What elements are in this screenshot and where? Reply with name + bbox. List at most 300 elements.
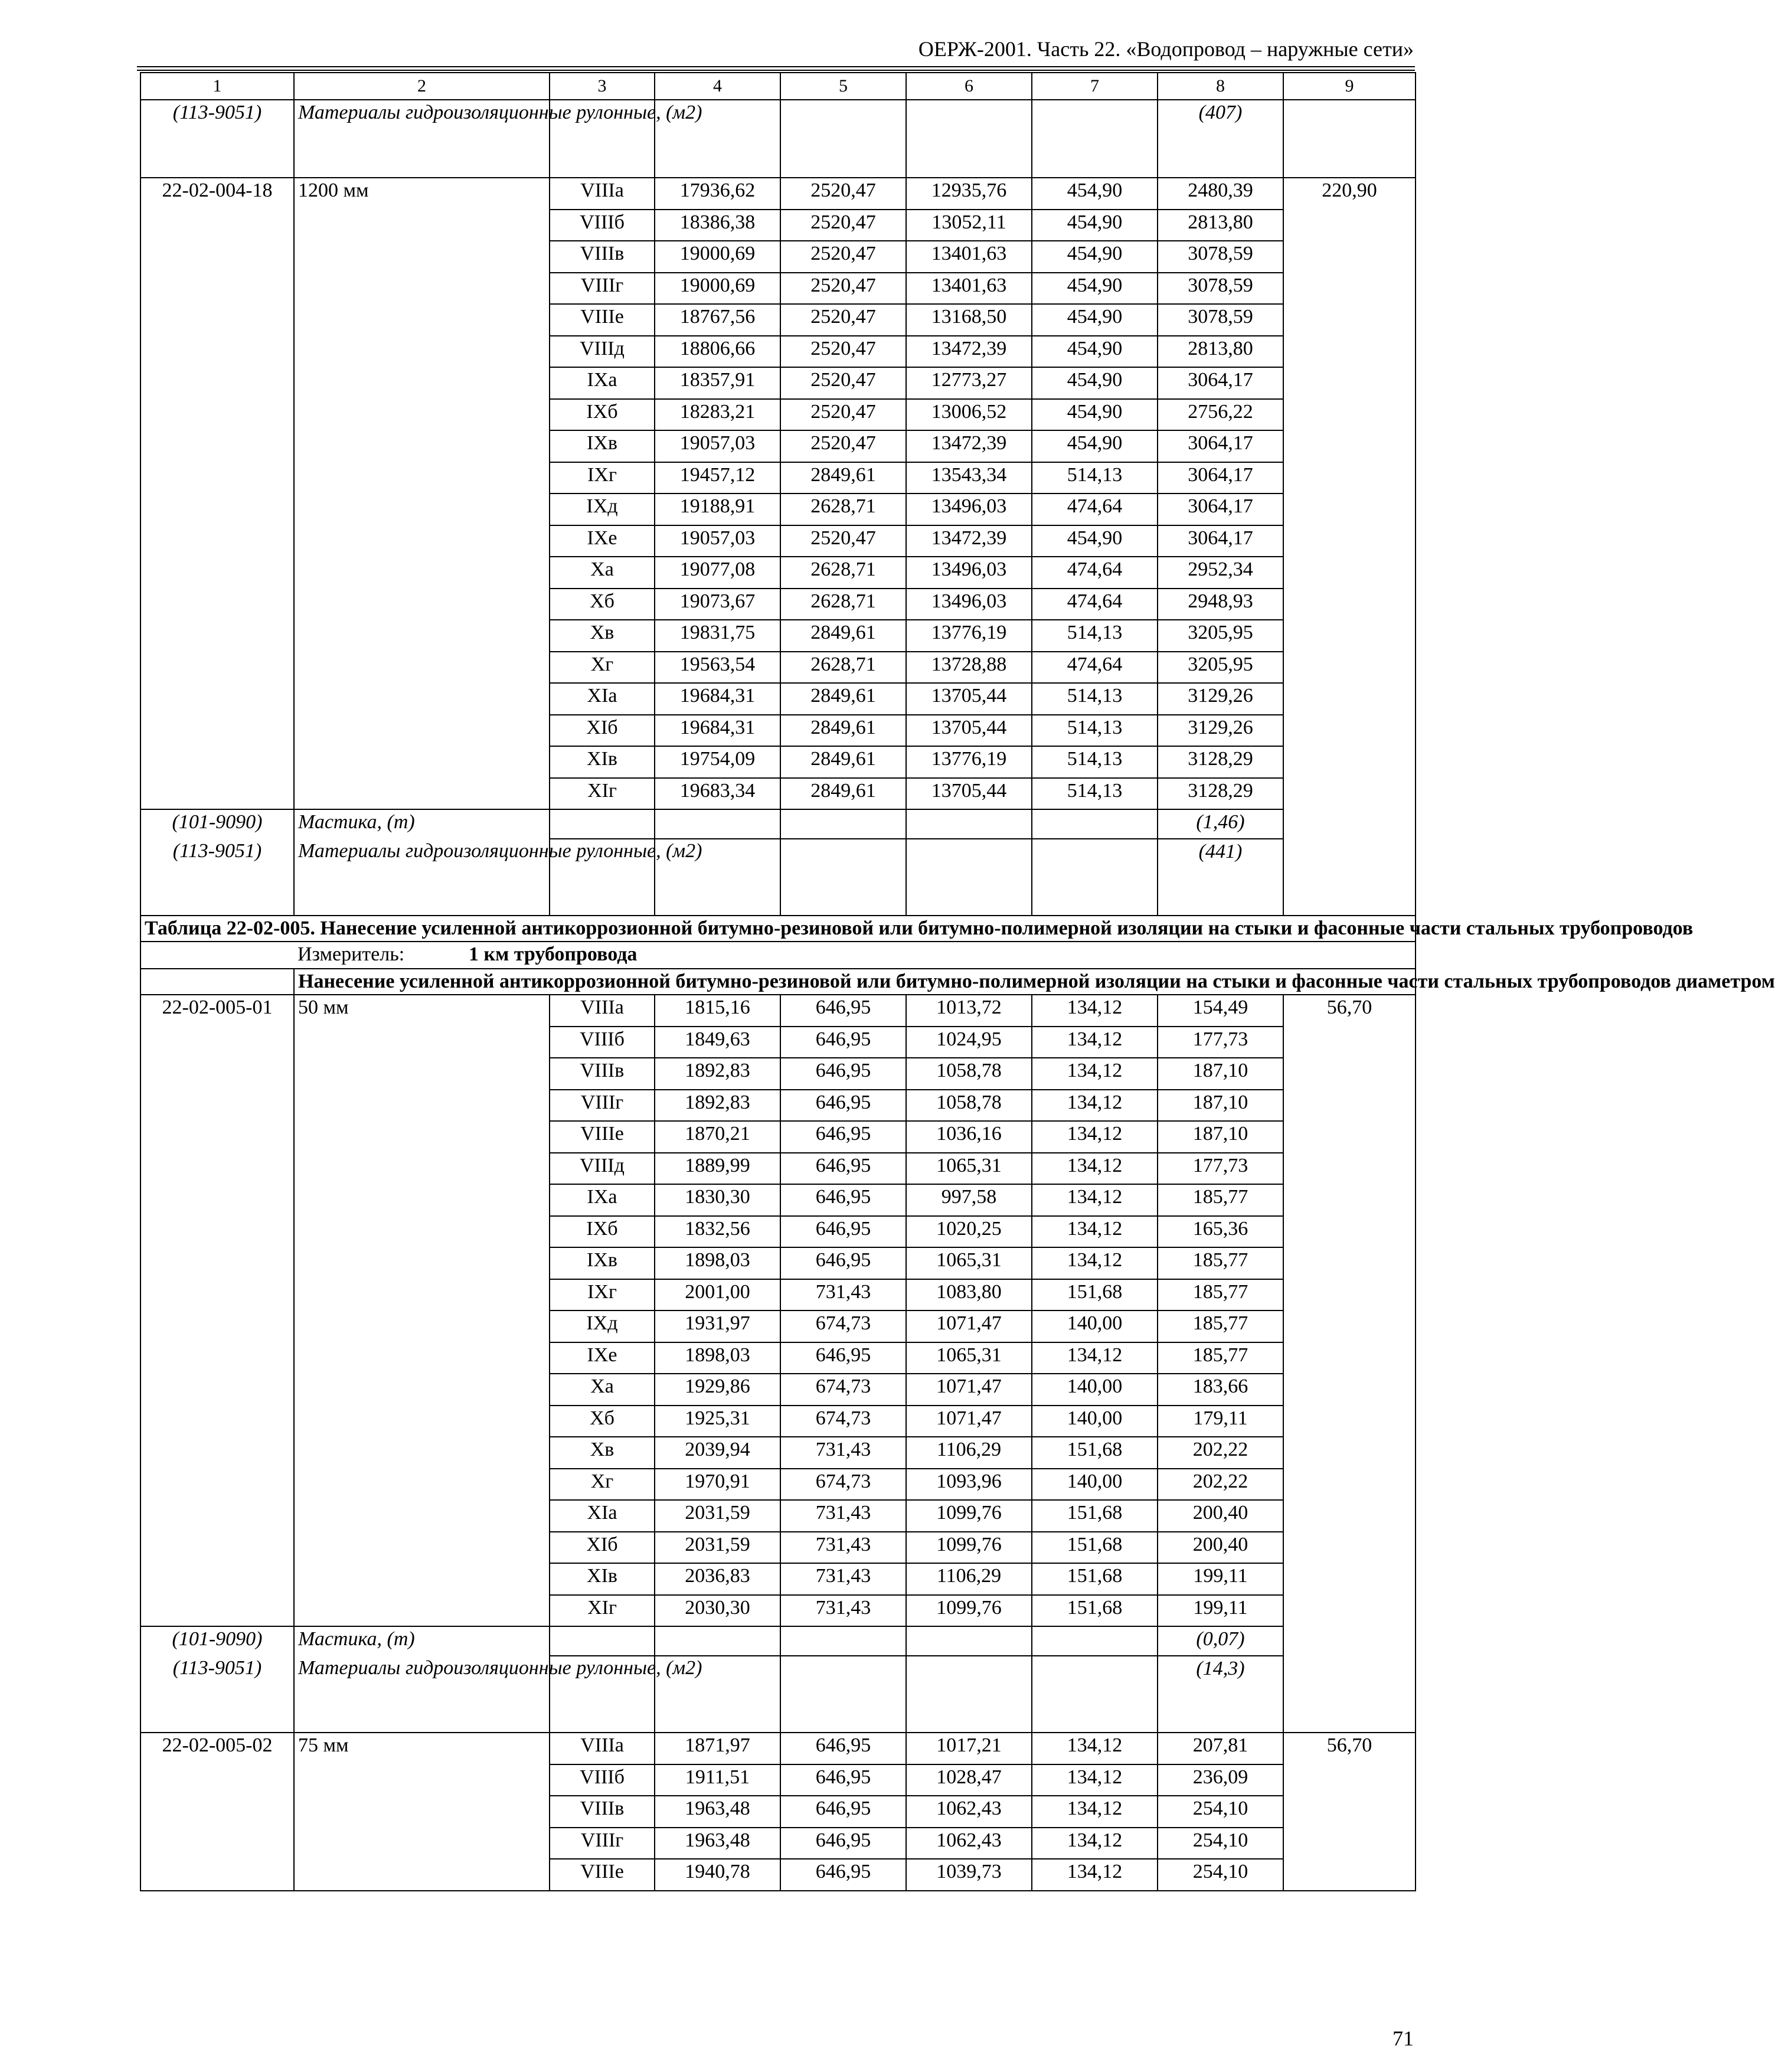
zone-cell: IXг bbox=[550, 462, 655, 494]
zone-cell: VIIIг bbox=[550, 1090, 655, 1122]
item-name: 50 мм bbox=[294, 995, 550, 1626]
value-cell: 1832,56 bbox=[655, 1216, 780, 1248]
zone-cell: Xг bbox=[550, 652, 655, 684]
value-cell: 731,43 bbox=[780, 1595, 906, 1627]
material-qty: (0,07) bbox=[1158, 1626, 1283, 1656]
value-cell: 474,64 bbox=[1032, 589, 1158, 620]
material-qty: (407) bbox=[1158, 100, 1283, 178]
zone-cell: XIа bbox=[550, 683, 655, 715]
material-code: (101-9090) bbox=[140, 1626, 294, 1656]
zone-cell: XIа bbox=[550, 1500, 655, 1532]
value-cell: 454,90 bbox=[1032, 399, 1158, 431]
zone-cell: VIIIа bbox=[550, 995, 655, 1027]
material-row bbox=[140, 100, 1416, 178]
value-cell: 140,00 bbox=[1032, 1374, 1158, 1406]
value-cell: 3064,17 bbox=[1158, 430, 1283, 462]
zone-cell: IXв bbox=[550, 1247, 655, 1279]
value-cell: 140,00 bbox=[1032, 1310, 1158, 1342]
value-cell: 134,12 bbox=[1032, 1733, 1158, 1764]
value-cell: 646,95 bbox=[780, 1058, 906, 1090]
value-cell: 646,95 bbox=[780, 995, 906, 1027]
value-cell: 1106,29 bbox=[906, 1437, 1032, 1469]
value-cell: 1071,47 bbox=[906, 1406, 1032, 1437]
value-cell: 18806,66 bbox=[655, 336, 780, 368]
item-code: 22-02-005-01 bbox=[140, 995, 294, 1626]
value-cell: 674,73 bbox=[780, 1310, 906, 1342]
value-cell: 13496,03 bbox=[906, 494, 1032, 525]
value-cell: 2849,61 bbox=[780, 683, 906, 715]
zone-cell: VIIIд bbox=[550, 1153, 655, 1185]
value-cell: 19057,03 bbox=[655, 525, 780, 557]
zone-cell: XIб bbox=[550, 715, 655, 747]
value-cell: 199,11 bbox=[1158, 1563, 1283, 1595]
value-cell: 1020,25 bbox=[906, 1216, 1032, 1248]
value-cell: 474,64 bbox=[1032, 557, 1158, 589]
value-cell: 19000,69 bbox=[655, 273, 780, 305]
empty-cell bbox=[550, 1626, 655, 1656]
value-cell: 2001,00 bbox=[655, 1279, 780, 1311]
value-cell: 199,11 bbox=[1158, 1595, 1283, 1627]
value-cell: 187,10 bbox=[1158, 1058, 1283, 1090]
page-header: ОЕРЖ-2001. Часть 22. «Водопровод – наружные сети» bbox=[918, 37, 1414, 61]
value-cell: 19188,91 bbox=[655, 494, 780, 525]
value-cell: 731,43 bbox=[780, 1500, 906, 1532]
value-cell: 731,43 bbox=[780, 1279, 906, 1311]
value-cell: 183,66 bbox=[1158, 1374, 1283, 1406]
value-cell: 2520,47 bbox=[780, 210, 906, 241]
value-cell: 19831,75 bbox=[655, 620, 780, 652]
zone-cell: IXе bbox=[550, 525, 655, 557]
column-number: 7 bbox=[1032, 73, 1158, 100]
value-cell: 19684,31 bbox=[655, 715, 780, 747]
zone-cell: Xв bbox=[550, 620, 655, 652]
value-cell: 674,73 bbox=[780, 1406, 906, 1437]
zone-cell: IXа bbox=[550, 1184, 655, 1216]
value-cell: 1892,83 bbox=[655, 1090, 780, 1122]
empty-cell bbox=[1032, 1626, 1158, 1656]
column-number: 4 bbox=[655, 73, 780, 100]
value-cell: 1870,21 bbox=[655, 1121, 780, 1153]
empty-cell bbox=[550, 809, 655, 839]
value-cell: 254,10 bbox=[1158, 1828, 1283, 1859]
zone-cell: VIIIд bbox=[550, 336, 655, 368]
value-cell: 731,43 bbox=[780, 1532, 906, 1564]
value-cell: 1058,78 bbox=[906, 1090, 1032, 1122]
value-cell: 646,95 bbox=[780, 1153, 906, 1185]
value-cell: 1911,51 bbox=[655, 1764, 780, 1796]
value-cell: 1898,03 bbox=[655, 1342, 780, 1374]
empty-cell bbox=[655, 1626, 780, 1656]
zone-cell: VIIIг bbox=[550, 273, 655, 305]
value-cell: 12935,76 bbox=[906, 178, 1032, 210]
value-cell: 1071,47 bbox=[906, 1310, 1032, 1342]
measure-cell bbox=[294, 942, 1416, 969]
zone-cell: IXд bbox=[550, 494, 655, 525]
value-cell: 454,90 bbox=[1032, 336, 1158, 368]
measure-value: 1 км трубопровода bbox=[469, 943, 638, 965]
value-cell: 454,90 bbox=[1032, 178, 1158, 210]
value-cell: 3064,17 bbox=[1158, 494, 1283, 525]
value-cell: 1013,72 bbox=[906, 995, 1032, 1027]
subtitle: Нанесение усиленной антикоррозионной битумно-резиновой или битумно-полимерной изоляции на стыки и фасонные части стальных трубопроводов диаметром bbox=[294, 969, 1416, 995]
value-cell: 454,90 bbox=[1032, 525, 1158, 557]
value-cell: 13401,63 bbox=[906, 273, 1032, 305]
zone-cell: VIIIе bbox=[550, 1121, 655, 1153]
value-cell: 1815,16 bbox=[655, 995, 780, 1027]
item-name: 75 мм bbox=[294, 1733, 550, 1891]
value-cell: 646,95 bbox=[780, 1027, 906, 1058]
header-rule bbox=[137, 66, 1415, 67]
value-cell: 1106,29 bbox=[906, 1563, 1032, 1595]
value-cell: 19457,12 bbox=[655, 462, 780, 494]
value-cell: 1039,73 bbox=[906, 1859, 1032, 1891]
zone-cell: IXб bbox=[550, 1216, 655, 1248]
value-cell: 134,12 bbox=[1032, 1859, 1158, 1891]
value-cell: 185,77 bbox=[1158, 1247, 1283, 1279]
zone-cell: VIIIа bbox=[550, 1733, 655, 1764]
measure-row bbox=[140, 942, 1416, 969]
table-row bbox=[140, 1733, 1416, 1764]
value-cell: 2952,34 bbox=[1158, 557, 1283, 589]
value-cell: 2520,47 bbox=[780, 430, 906, 462]
value-cell: 13496,03 bbox=[906, 589, 1032, 620]
value-cell: 154,49 bbox=[1158, 995, 1283, 1027]
value-cell: 646,95 bbox=[780, 1733, 906, 1764]
value-cell: 18283,21 bbox=[655, 399, 780, 431]
value-cell: 13728,88 bbox=[906, 652, 1032, 684]
value-cell: 134,12 bbox=[1032, 1184, 1158, 1216]
material-row bbox=[140, 809, 1416, 839]
value-cell: 185,77 bbox=[1158, 1279, 1283, 1311]
zone-cell: Xа bbox=[550, 557, 655, 589]
value-cell: 514,13 bbox=[1032, 620, 1158, 652]
value-cell: 13776,19 bbox=[906, 746, 1032, 778]
value-cell: 2756,22 bbox=[1158, 399, 1283, 431]
value-cell: 13705,44 bbox=[906, 683, 1032, 715]
material-code: (101-9090) bbox=[140, 809, 294, 839]
value-cell: 1024,95 bbox=[906, 1027, 1032, 1058]
material-code: (113-9051) bbox=[140, 100, 294, 178]
zone-cell: VIIIе bbox=[550, 304, 655, 336]
table-title: Таблица 22-02-005. Нанесение усиленной антикоррозионной битумно-резиновой или битумно-полимерной изоляции на стыки и фасонные части стальных трубопроводов bbox=[140, 916, 1416, 942]
value-cell: 514,13 bbox=[1032, 462, 1158, 494]
value-cell: 1898,03 bbox=[655, 1247, 780, 1279]
value-cell: 2628,71 bbox=[780, 557, 906, 589]
value-cell: 2628,71 bbox=[780, 589, 906, 620]
value-cell: 3129,26 bbox=[1158, 683, 1283, 715]
measure-spacer bbox=[140, 942, 294, 969]
column-number-row bbox=[140, 73, 1416, 100]
value-cell: 1065,31 bbox=[906, 1247, 1032, 1279]
page-number: 71 bbox=[1392, 2027, 1414, 2050]
value-cell: 3128,29 bbox=[1158, 778, 1283, 810]
value-cell: 1871,97 bbox=[655, 1733, 780, 1764]
value-cell: 140,00 bbox=[1032, 1469, 1158, 1501]
value-cell: 254,10 bbox=[1158, 1796, 1283, 1828]
value-cell: 646,95 bbox=[780, 1828, 906, 1859]
material-name: Мастика, (т) bbox=[294, 1626, 550, 1656]
value-cell: 454,90 bbox=[1032, 210, 1158, 241]
value-cell: 1099,76 bbox=[906, 1595, 1032, 1627]
empty-cell bbox=[906, 1656, 1032, 1733]
zone-cell: XIв bbox=[550, 1563, 655, 1595]
value-cell: 1065,31 bbox=[906, 1342, 1032, 1374]
value-cell: 474,64 bbox=[1032, 652, 1158, 684]
zone-cell: XIв bbox=[550, 746, 655, 778]
zone-cell: Xб bbox=[550, 589, 655, 620]
zone-cell: Xа bbox=[550, 1374, 655, 1406]
column-number: 1 bbox=[140, 73, 294, 100]
material-row bbox=[140, 839, 1416, 916]
estimate-table bbox=[140, 72, 1775, 1891]
column-number: 5 bbox=[780, 73, 906, 100]
value-cell: 2628,71 bbox=[780, 494, 906, 525]
value-cell: 646,95 bbox=[780, 1121, 906, 1153]
value-cell: 19684,31 bbox=[655, 683, 780, 715]
material-name: Мастика, (т) bbox=[294, 809, 550, 839]
value-cell: 185,77 bbox=[1158, 1342, 1283, 1374]
value-cell: 13496,03 bbox=[906, 557, 1032, 589]
value-cell: 2520,47 bbox=[780, 241, 906, 273]
value-cell: 2520,47 bbox=[780, 178, 906, 210]
zone-cell: VIIIе bbox=[550, 1859, 655, 1891]
value-cell: 3129,26 bbox=[1158, 715, 1283, 747]
value-cell: 3078,59 bbox=[1158, 273, 1283, 305]
material-name: Материалы гидроизоляционные рулонные, (м2) bbox=[294, 100, 550, 178]
value-cell: 134,12 bbox=[1032, 1090, 1158, 1122]
value-cell: 134,12 bbox=[1032, 1216, 1158, 1248]
material-code: (113-9051) bbox=[140, 1656, 294, 1733]
zone-cell: XIг bbox=[550, 778, 655, 810]
value-cell: 18357,91 bbox=[655, 367, 780, 399]
value-cell: 13006,52 bbox=[906, 399, 1032, 431]
value-cell: 151,68 bbox=[1032, 1437, 1158, 1469]
value-cell: 151,68 bbox=[1032, 1500, 1158, 1532]
value-cell: 19754,09 bbox=[655, 746, 780, 778]
item-code: 22-02-004-18 bbox=[140, 178, 294, 809]
empty-cell bbox=[1032, 1656, 1158, 1733]
value-cell: 202,22 bbox=[1158, 1469, 1283, 1501]
zone-cell: VIIIв bbox=[550, 1796, 655, 1828]
value-cell: 18386,38 bbox=[655, 210, 780, 241]
value-cell: 3205,95 bbox=[1158, 620, 1283, 652]
value-cell: 1892,83 bbox=[655, 1058, 780, 1090]
value-cell: 13705,44 bbox=[906, 715, 1032, 747]
value-cell: 1963,48 bbox=[655, 1828, 780, 1859]
empty-cell bbox=[780, 809, 906, 839]
value-cell: 1083,80 bbox=[906, 1279, 1032, 1311]
value-cell: 454,90 bbox=[1032, 430, 1158, 462]
empty-cell bbox=[906, 1626, 1032, 1656]
value-cell: 13472,39 bbox=[906, 430, 1032, 462]
value-cell: 2520,47 bbox=[780, 336, 906, 368]
value-cell: 13401,63 bbox=[906, 241, 1032, 273]
value-cell: 646,95 bbox=[780, 1796, 906, 1828]
value-cell: 134,12 bbox=[1032, 1796, 1158, 1828]
value-cell: 1929,86 bbox=[655, 1374, 780, 1406]
zone-cell: VIIIг bbox=[550, 1828, 655, 1859]
value-cell: 2031,59 bbox=[655, 1532, 780, 1564]
value-cell: 2520,47 bbox=[780, 525, 906, 557]
value-cell: 187,10 bbox=[1158, 1090, 1283, 1122]
value-cell: 2480,39 bbox=[1158, 178, 1283, 210]
value-cell: 134,12 bbox=[1032, 1121, 1158, 1153]
value-cell: 1036,16 bbox=[906, 1121, 1032, 1153]
value-cell: 731,43 bbox=[780, 1437, 906, 1469]
value-cell: 202,22 bbox=[1158, 1437, 1283, 1469]
value-cell: 13052,11 bbox=[906, 210, 1032, 241]
value-cell: 2520,47 bbox=[780, 399, 906, 431]
value-cell: 18767,56 bbox=[655, 304, 780, 336]
value-cell: 134,12 bbox=[1032, 1764, 1158, 1796]
value-cell: 1062,43 bbox=[906, 1796, 1032, 1828]
value-cell: 2849,61 bbox=[780, 620, 906, 652]
zone-cell: IXе bbox=[550, 1342, 655, 1374]
value-cell: 1017,21 bbox=[906, 1733, 1032, 1764]
value-cell: 514,13 bbox=[1032, 683, 1158, 715]
material-qty: (1,46) bbox=[1158, 809, 1283, 839]
zone-cell: IXб bbox=[550, 399, 655, 431]
value-cell: 2849,61 bbox=[780, 746, 906, 778]
empty-cell bbox=[1032, 839, 1158, 916]
value-cell: 646,95 bbox=[780, 1342, 906, 1374]
value-cell: 3078,59 bbox=[1158, 304, 1283, 336]
value-cell: 177,73 bbox=[1158, 1153, 1283, 1185]
value-cell: 1058,78 bbox=[906, 1058, 1032, 1090]
value-cell: 151,68 bbox=[1032, 1563, 1158, 1595]
value-cell: 514,13 bbox=[1032, 778, 1158, 810]
value-cell: 1963,48 bbox=[655, 1796, 780, 1828]
zone-cell: XIб bbox=[550, 1532, 655, 1564]
value-cell: 1970,91 bbox=[655, 1469, 780, 1501]
value-cell: 646,95 bbox=[780, 1216, 906, 1248]
value-cell: 454,90 bbox=[1032, 367, 1158, 399]
subtitle-row bbox=[140, 969, 1416, 995]
value-cell: 3064,17 bbox=[1158, 462, 1283, 494]
value-cell: 12773,27 bbox=[906, 367, 1032, 399]
value-cell: 1028,47 bbox=[906, 1764, 1032, 1796]
value-cell: 19057,03 bbox=[655, 430, 780, 462]
value-cell: 2849,61 bbox=[780, 778, 906, 810]
value-cell: 3128,29 bbox=[1158, 746, 1283, 778]
value-cell: 514,13 bbox=[1032, 746, 1158, 778]
value-cell: 1931,97 bbox=[655, 1310, 780, 1342]
empty-cell bbox=[1283, 100, 1416, 178]
value-cell: 1889,99 bbox=[655, 1153, 780, 1185]
column-number: 9 bbox=[1283, 73, 1416, 100]
empty-cell bbox=[780, 1626, 906, 1656]
value-cell: 1925,31 bbox=[655, 1406, 780, 1437]
value-cell: 185,77 bbox=[1158, 1310, 1283, 1342]
value-cell: 454,90 bbox=[1032, 273, 1158, 305]
value-cell: 646,95 bbox=[780, 1184, 906, 1216]
zone-cell: Xб bbox=[550, 1406, 655, 1437]
zone-cell: IXг bbox=[550, 1279, 655, 1311]
value-cell: 1830,30 bbox=[655, 1184, 780, 1216]
value-cell: 646,95 bbox=[780, 1764, 906, 1796]
header-rule bbox=[137, 70, 1415, 71]
value-cell: 13543,34 bbox=[906, 462, 1032, 494]
value-cell: 179,11 bbox=[1158, 1406, 1283, 1437]
value-cell: 254,10 bbox=[1158, 1859, 1283, 1891]
zone-cell: VIIIв bbox=[550, 241, 655, 273]
empty-cell bbox=[1032, 809, 1158, 839]
item-name: 1200 мм bbox=[294, 178, 550, 809]
value-cell: 17936,62 bbox=[655, 178, 780, 210]
value-cell: 674,73 bbox=[780, 1374, 906, 1406]
material-row bbox=[140, 1656, 1416, 1733]
column-number: 6 bbox=[906, 73, 1032, 100]
empty-cell bbox=[906, 839, 1032, 916]
material-qty: (441) bbox=[1158, 839, 1283, 916]
value-cell: 200,40 bbox=[1158, 1500, 1283, 1532]
value-cell: 3064,17 bbox=[1158, 367, 1283, 399]
value-cell: 177,73 bbox=[1158, 1027, 1283, 1058]
value-cell: 646,95 bbox=[780, 1247, 906, 1279]
value-cell: 674,73 bbox=[780, 1469, 906, 1501]
value-cell: 514,13 bbox=[1032, 715, 1158, 747]
value-cell: 2813,80 bbox=[1158, 210, 1283, 241]
zone-cell: IXа bbox=[550, 367, 655, 399]
value-cell: 2036,83 bbox=[655, 1563, 780, 1595]
value-cell: 19683,34 bbox=[655, 778, 780, 810]
subtitle-spacer bbox=[140, 969, 294, 995]
empty-cell bbox=[906, 809, 1032, 839]
column-number: 3 bbox=[550, 73, 655, 100]
value-cell: 13472,39 bbox=[906, 336, 1032, 368]
material-name: Материалы гидроизоляционные рулонные, (м2) bbox=[294, 839, 550, 916]
value-cell: 19000,69 bbox=[655, 241, 780, 273]
value-cell: 134,12 bbox=[1032, 995, 1158, 1027]
value-cell: 1071,47 bbox=[906, 1374, 1032, 1406]
zone-cell: VIIIб bbox=[550, 210, 655, 241]
value-cell: 13776,19 bbox=[906, 620, 1032, 652]
value-cell: 2031,59 bbox=[655, 1500, 780, 1532]
value-cell: 187,10 bbox=[1158, 1121, 1283, 1153]
value-cell: 2030,30 bbox=[655, 1595, 780, 1627]
col9-value: 56,70 bbox=[1283, 995, 1416, 1733]
value-cell: 3078,59 bbox=[1158, 241, 1283, 273]
measure-label: Измеритель: bbox=[298, 943, 405, 965]
zone-cell: VIIIб bbox=[550, 1764, 655, 1796]
zone-cell: IXд bbox=[550, 1310, 655, 1342]
value-cell: 1099,76 bbox=[906, 1532, 1032, 1564]
value-cell: 151,68 bbox=[1032, 1595, 1158, 1627]
value-cell: 185,77 bbox=[1158, 1184, 1283, 1216]
value-cell: 2039,94 bbox=[655, 1437, 780, 1469]
value-cell: 2520,47 bbox=[780, 273, 906, 305]
table-row bbox=[140, 995, 1416, 1027]
value-cell: 1940,78 bbox=[655, 1859, 780, 1891]
value-cell: 454,90 bbox=[1032, 304, 1158, 336]
value-cell: 2520,47 bbox=[780, 304, 906, 336]
value-cell: 134,12 bbox=[1032, 1153, 1158, 1185]
value-cell: 236,09 bbox=[1158, 1764, 1283, 1796]
value-cell: 1062,43 bbox=[906, 1828, 1032, 1859]
empty-cell bbox=[655, 809, 780, 839]
zone-cell: Xв bbox=[550, 1437, 655, 1469]
value-cell: 1099,76 bbox=[906, 1500, 1032, 1532]
material-row bbox=[140, 1626, 1416, 1656]
empty-cell bbox=[780, 839, 906, 916]
zone-cell: VIIIа bbox=[550, 178, 655, 210]
empty-cell bbox=[780, 100, 906, 178]
table-title-row bbox=[140, 916, 1416, 942]
value-cell: 134,12 bbox=[1032, 1828, 1158, 1859]
value-cell: 19563,54 bbox=[655, 652, 780, 684]
value-cell: 134,12 bbox=[1032, 1027, 1158, 1058]
value-cell: 134,12 bbox=[1032, 1342, 1158, 1374]
